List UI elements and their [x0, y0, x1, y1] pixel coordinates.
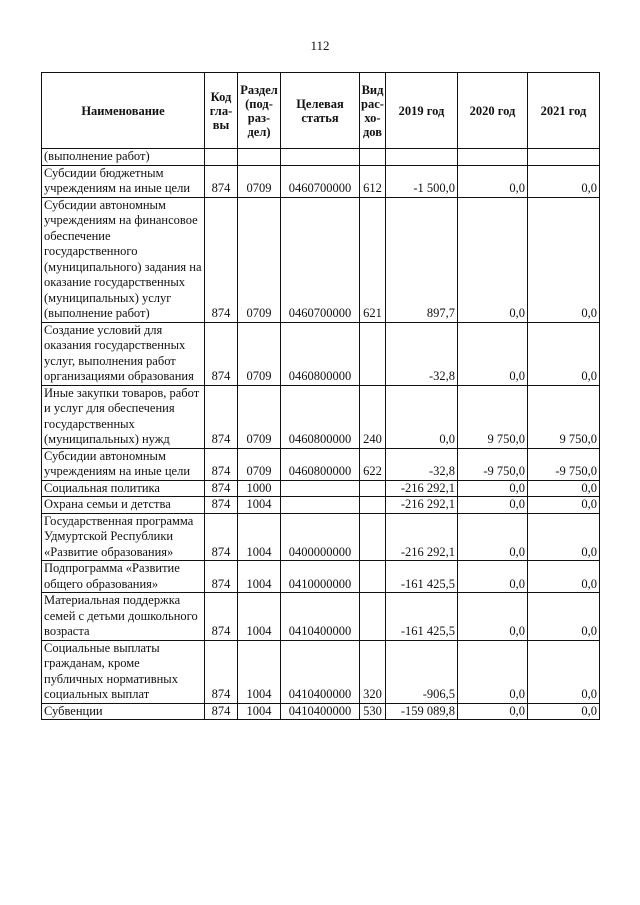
cell-name: Создание условий для оказания государственных услуг, выполнения работ организациями образования	[42, 322, 205, 385]
cell-2020: 0,0	[458, 197, 528, 322]
cell-code: 874	[205, 497, 238, 514]
cell-2019: -161 425,5	[386, 561, 458, 593]
cell-type: 621	[360, 197, 386, 322]
cell-type	[360, 149, 386, 166]
cell-2021: 0,0	[528, 593, 600, 641]
cell-section: 0709	[238, 165, 281, 197]
cell-2021: 0,0	[528, 197, 600, 322]
cell-2021: 0,0	[528, 561, 600, 593]
cell-section: 0709	[238, 385, 281, 448]
header-type: Вид рас-хо-дов	[360, 73, 386, 149]
cell-type	[360, 497, 386, 514]
cell-2019: -216 292,1	[386, 480, 458, 497]
cell-2020: 0,0	[458, 561, 528, 593]
cell-type: 240	[360, 385, 386, 448]
cell-target	[281, 497, 360, 514]
cell-code: 874	[205, 322, 238, 385]
table-row	[42, 197, 600, 322]
cell-code	[205, 149, 238, 166]
cell-code: 874	[205, 197, 238, 322]
table-row	[42, 593, 600, 641]
header-name: Наименование	[42, 73, 205, 149]
header-2021: 2021 год	[528, 73, 600, 149]
cell-name: Государственная программа Удмуртской Республики «Развитие образования»	[42, 513, 205, 561]
table-row	[42, 448, 600, 480]
cell-section: 1004	[238, 561, 281, 593]
cell-2019: -32,8	[386, 322, 458, 385]
cell-2021: 9 750,0	[528, 385, 600, 448]
cell-2021: 0,0	[528, 703, 600, 720]
cell-type	[360, 322, 386, 385]
cell-2021: 0,0	[528, 497, 600, 514]
cell-section	[238, 149, 281, 166]
cell-2020: 0,0	[458, 480, 528, 497]
cell-name: Охрана семьи и детства	[42, 497, 205, 514]
cell-name: Субсидии автономным учреждениям на финансовое обеспечение государственного (муниципального) задания на оказание государственных (муниципальных) услуг (выполнение работ)	[42, 197, 205, 322]
cell-target: 0460700000	[281, 165, 360, 197]
cell-target: 0400000000	[281, 513, 360, 561]
table-row	[42, 165, 600, 197]
cell-section: 0709	[238, 322, 281, 385]
cell-2019: -161 425,5	[386, 593, 458, 641]
cell-type: 622	[360, 448, 386, 480]
cell-code: 874	[205, 165, 238, 197]
cell-2020: 0,0	[458, 165, 528, 197]
cell-2019	[386, 149, 458, 166]
cell-code: 874	[205, 448, 238, 480]
cell-type	[360, 480, 386, 497]
cell-code: 874	[205, 385, 238, 448]
table-row	[42, 385, 600, 448]
cell-2020: 0,0	[458, 593, 528, 641]
cell-2021: 0,0	[528, 480, 600, 497]
cell-target: 0460800000	[281, 322, 360, 385]
table-row	[42, 149, 600, 166]
cell-target: 0410400000	[281, 593, 360, 641]
cell-code: 874	[205, 640, 238, 703]
table-row	[42, 703, 600, 720]
cell-2021: -9 750,0	[528, 448, 600, 480]
cell-2020: 0,0	[458, 322, 528, 385]
cell-target: 0460800000	[281, 448, 360, 480]
cell-2021: 0,0	[528, 165, 600, 197]
cell-name: Социальная политика	[42, 480, 205, 497]
cell-2019: -1 500,0	[386, 165, 458, 197]
cell-section: 1004	[238, 497, 281, 514]
cell-section: 1004	[238, 640, 281, 703]
cell-section: 1004	[238, 703, 281, 720]
cell-2019: 0,0	[386, 385, 458, 448]
cell-2021: 0,0	[528, 322, 600, 385]
cell-2020: 0,0	[458, 497, 528, 514]
header-code: Код гла-вы	[205, 73, 238, 149]
cell-name: Субсидии автономным учреждениям на иные цели	[42, 448, 205, 480]
cell-2021	[528, 149, 600, 166]
cell-type: 612	[360, 165, 386, 197]
cell-section: 1004	[238, 513, 281, 561]
cell-code: 874	[205, 480, 238, 497]
cell-section: 0709	[238, 448, 281, 480]
table-row	[42, 640, 600, 703]
cell-2019: -216 292,1	[386, 497, 458, 514]
cell-target: 0410000000	[281, 561, 360, 593]
cell-2021: 0,0	[528, 513, 600, 561]
cell-type: 320	[360, 640, 386, 703]
cell-2021: 0,0	[528, 640, 600, 703]
cell-2020: 0,0	[458, 640, 528, 703]
cell-code: 874	[205, 593, 238, 641]
cell-name: Социальные выплаты гражданам, кроме публичных нормативных социальных выплат	[42, 640, 205, 703]
budget-table	[41, 72, 600, 720]
cell-2020: 0,0	[458, 703, 528, 720]
cell-section: 0709	[238, 197, 281, 322]
cell-2019: -216 292,1	[386, 513, 458, 561]
cell-section: 1000	[238, 480, 281, 497]
cell-target	[281, 149, 360, 166]
cell-2019: -159 089,8	[386, 703, 458, 720]
cell-2020: 0,0	[458, 513, 528, 561]
cell-code: 874	[205, 561, 238, 593]
cell-2020: -9 750,0	[458, 448, 528, 480]
table-row	[42, 513, 600, 561]
cell-2020	[458, 149, 528, 166]
cell-target: 0460800000	[281, 385, 360, 448]
cell-name: Иные закупки товаров, работ и услуг для обеспечения государственных (муниципальных) нужд	[42, 385, 205, 448]
header-section: Раздел (под-раз-дел)	[238, 73, 281, 149]
cell-type	[360, 593, 386, 641]
cell-2019: 897,7	[386, 197, 458, 322]
cell-section: 1004	[238, 593, 281, 641]
table-row	[42, 561, 600, 593]
cell-name: Субсидии бюджетным учреждениям на иные цели	[42, 165, 205, 197]
table-row	[42, 322, 600, 385]
cell-target: 0410400000	[281, 640, 360, 703]
cell-target	[281, 480, 360, 497]
table-row	[42, 497, 600, 514]
page-number: 112	[310, 38, 330, 53]
cell-target: 0460700000	[281, 197, 360, 322]
table-row	[42, 480, 600, 497]
cell-target: 0410400000	[281, 703, 360, 720]
cell-2019: -906,5	[386, 640, 458, 703]
table-body	[42, 149, 600, 720]
cell-type	[360, 561, 386, 593]
cell-code: 874	[205, 703, 238, 720]
cell-code: 874	[205, 513, 238, 561]
cell-type: 530	[360, 703, 386, 720]
cell-type	[360, 513, 386, 561]
cell-name: Материальная поддержка семей с детьми дошкольного возраста	[42, 593, 205, 641]
cell-2019: -32,8	[386, 448, 458, 480]
cell-name: (выполнение работ)	[42, 149, 205, 166]
header-target: Целевая статья	[281, 73, 360, 149]
header-2020: 2020 год	[458, 73, 528, 149]
cell-name: Субвенции	[42, 703, 205, 720]
header-2019: 2019 год	[386, 73, 458, 149]
cell-2020: 9 750,0	[458, 385, 528, 448]
cell-name: Подпрограмма «Развитие общего образования»	[42, 561, 205, 593]
header-row	[42, 73, 600, 149]
